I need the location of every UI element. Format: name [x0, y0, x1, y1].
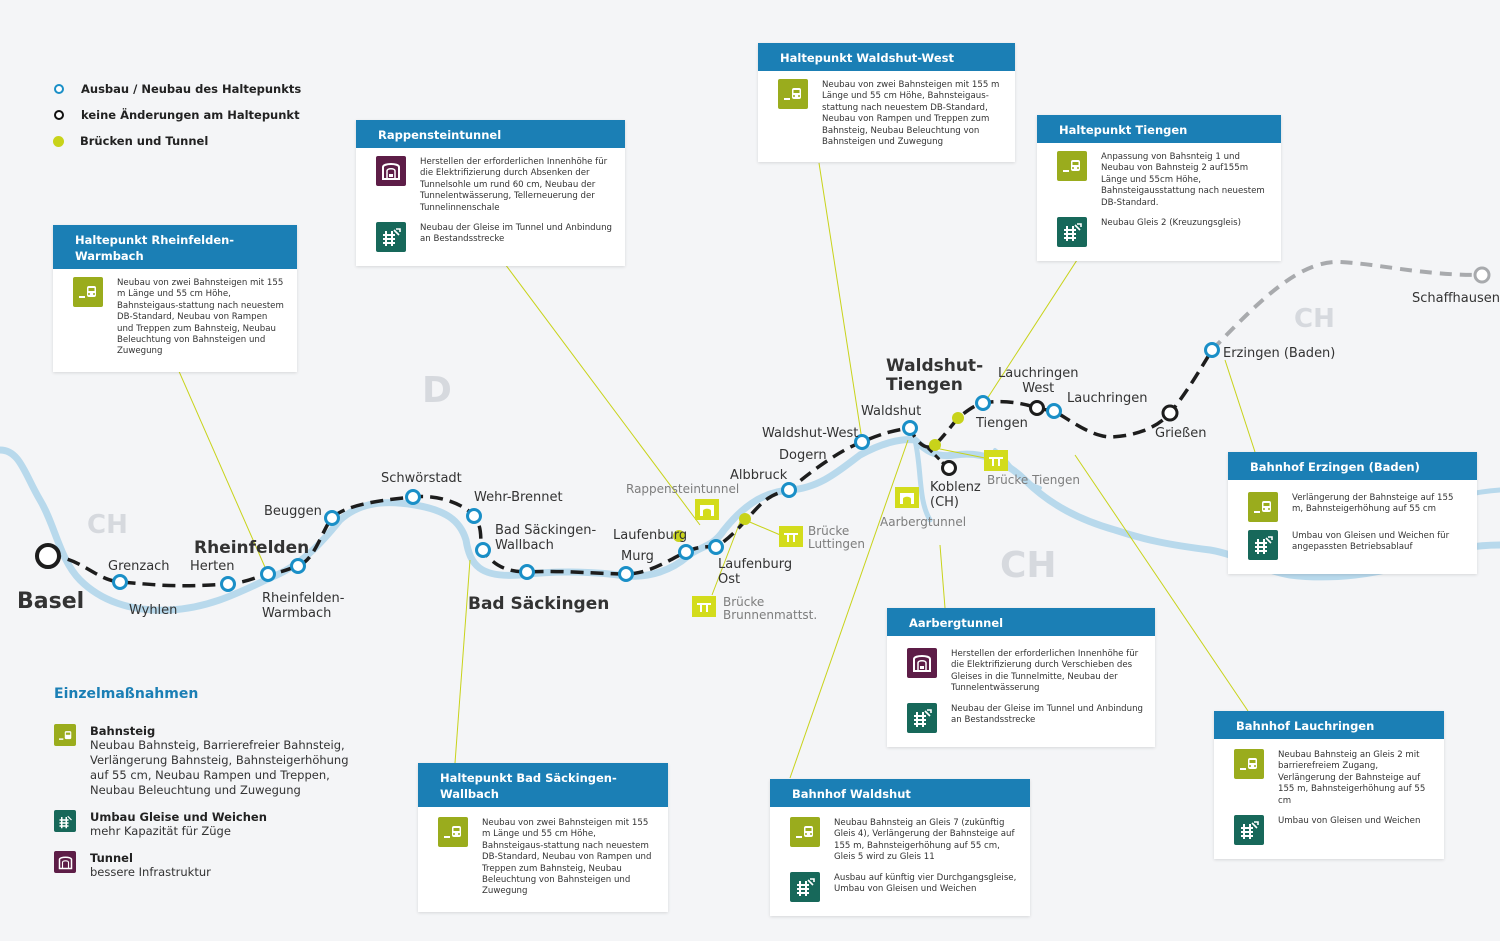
- bruecke-luttingen-icon: [779, 526, 803, 547]
- einzelmassnahmen-item-bahnsteig: [54, 724, 349, 798]
- station-label-koblenz: Koblenz (CH): [930, 480, 981, 510]
- einzelmassnahmen-item-title: Umbau Gleise und Weichen: [90, 810, 267, 824]
- card-aarbergtunnel: [887, 608, 1155, 747]
- card-item: [438, 817, 656, 898]
- bahnsteig-icon: [778, 79, 808, 109]
- card-item: [1234, 749, 1432, 807]
- card-haltepunkt-bad-saeckingen-wallbach: [418, 763, 668, 912]
- card-item-text: Anpassung von Bahsnteig 1 und Neubau von Bahnsteig 2 auf155m Länge und 55cm Höhe, Bahnsteigausstattung nach neuestem DB-Standard.: [1101, 152, 1265, 208]
- station-label-rheinfelden: Rheinfelden: [194, 538, 310, 558]
- card-item-text: Neubau von zwei Bahnsteigen mit 155 m Länge und 55 cm Höhe, Bahnsteigaus-stattung nach neuestem DB-Standard, Neubau von Rampen und Treppen zum Bahnsteig, Neubau Beleuchtung von Bahnsteigen und Zuwegung: [117, 278, 284, 357]
- card-body: [1228, 480, 1477, 574]
- card-item-text: Verlängerung der Bahnsteige auf 155 m, Bahnsteigerhöhung auf 55 cm: [1292, 493, 1454, 515]
- structure-label-rappensteintunnel: Rappensteintunnel: [626, 482, 740, 496]
- card-item: [1057, 151, 1269, 209]
- card-item: [790, 817, 1018, 864]
- bahnsteig-icon: [790, 817, 820, 847]
- card-item-text: Neubau der Gleise im Tunnel und Anbindung an Bestandsstrecke: [951, 703, 1143, 726]
- station-label-wehr-brennet: Wehr-Brennet: [474, 490, 563, 505]
- station-label-schwoerstadt: Schwörstadt: [381, 471, 462, 486]
- legend-row-structures: [54, 128, 301, 154]
- einzelmassnahmen-item-content: [90, 851, 211, 880]
- einzelmassnahmen-item-content: [90, 810, 267, 839]
- country-label-ch-mid: CH: [1000, 545, 1057, 586]
- station-label-laufenburg-ost: Laufenburg Ost: [718, 557, 793, 587]
- bahnsteig-icon: [1057, 151, 1087, 181]
- card-rappensteintunnel: [356, 120, 625, 266]
- bahnsteig-icon: [1248, 492, 1278, 522]
- einzelmassnahmen-item-text: bessere Infrastruktur: [90, 865, 211, 879]
- einzelmassnahmen-item-gleise: [54, 810, 349, 839]
- card-item: [1248, 530, 1465, 560]
- bahnsteig-icon: [73, 277, 103, 307]
- station-label-tiengen: Tiengen: [976, 416, 1028, 431]
- station-label-herten: Herten: [190, 559, 235, 574]
- card-item: [907, 703, 1143, 733]
- tunnel-icon: [907, 648, 937, 678]
- station-label-grenzach: Grenzach: [108, 559, 170, 574]
- map-legend: [54, 76, 301, 154]
- legend-row-unchanged: [54, 102, 301, 128]
- bahnsteig-icon: [54, 724, 76, 746]
- einzelmassnahmen-title: Einzelmaßnahmen: [54, 686, 199, 702]
- country-label-d: D: [422, 370, 452, 411]
- card-body: [758, 71, 1015, 162]
- gleise-icon: [54, 810, 76, 832]
- card-title: Bahnhof Waldshut: [770, 779, 1030, 807]
- structure-label-bruecke-brunnenmattst: Brücke Brunnenmattst.: [723, 595, 818, 622]
- card-item: [907, 648, 1143, 695]
- legend-label: Brücken und Tunnel: [80, 134, 209, 148]
- legend-label: Ausbau / Neubau des Haltepunkts: [81, 82, 302, 96]
- einzelmassnahmen-item-content: [90, 724, 349, 798]
- gleise-icon: [790, 872, 820, 902]
- yellow-dot-icon: [53, 136, 64, 147]
- card-item-text: Herstellen der erforderlichen Innenhöhe für die Elektrifizierung durch Verschieben des Gleises in die Tunnelmitte, Neubau der Tunnelentwässerung: [951, 649, 1139, 694]
- card-title: Haltepunkt Bad Säckingen-Wallbach: [418, 763, 668, 807]
- card-item-text: Neubau Gleis 2 (Kreuzungsgleis): [1101, 218, 1241, 229]
- bruecke-brunnenmattst-icon: [692, 596, 716, 617]
- structure-label-bruecke-luttingen: Brücke Luttingen: [808, 524, 866, 551]
- card-item: [1248, 492, 1465, 522]
- station-label-albbruck: Albbruck: [730, 468, 788, 483]
- card-haltepunkt-rheinfelden-warmbach: [53, 225, 297, 372]
- bruecke-tiengen-icon: [984, 450, 1008, 471]
- station-label-bad-saeckingen-wallbach: Bad Säckingen- Wallbach: [495, 523, 597, 553]
- black-ring-icon: [54, 110, 64, 120]
- card-item: [1234, 815, 1432, 845]
- station-label-lauchringen: Lauchringen: [1067, 391, 1148, 406]
- gleise-icon: [907, 703, 937, 733]
- gleise-icon: [376, 222, 406, 252]
- card-title: Haltepunkt Waldshut-West: [758, 43, 1015, 71]
- card-body: [418, 807, 668, 912]
- structure-label-bruecke-tiengen: Brücke Tiengen: [987, 473, 1080, 487]
- card-item-text: Herstellen der erforderlichen Innenhöhe für die Elektrifizierung durch Absenken der Tunnelsohle um rund 60 cm, Neubau der Tunnelentwässerung, Tellerneuerung der Tunnelinnenschale: [420, 157, 608, 213]
- station-label-dogern: Dogern: [779, 448, 827, 463]
- rappensteintunnel-icon: [695, 499, 719, 520]
- station-label-beuggen: Beuggen: [264, 504, 322, 519]
- card-item: [376, 222, 613, 252]
- card-item: [376, 156, 613, 214]
- card-item: [1057, 217, 1269, 247]
- card-bahnhof-waldshut: [770, 779, 1030, 916]
- card-title: Rappensteintunnel: [356, 120, 625, 148]
- card-title: Bahnhof Lauchringen: [1214, 711, 1444, 739]
- country-label-ch-right: CH: [1294, 304, 1335, 334]
- card-item: [778, 79, 1003, 148]
- card-haltepunkt-waldshut-west: [758, 43, 1015, 162]
- einzelmassnahmen-item-text: mehr Kapazität für Züge: [90, 824, 231, 838]
- card-item-text: Neubau Bahnsteig an Gleis 2 mit barrierefreiem Zugang, Verlängerung der Bahnsteige auf 155 m, Bahnsteigerhöhung auf 55 cm: [1278, 750, 1426, 806]
- einzelmassnahmen-item-title: Bahnsteig: [90, 724, 156, 738]
- station-label-murg: Murg: [621, 549, 654, 564]
- station-label-waldshut-west: Waldshut-West: [762, 426, 859, 441]
- country-label-ch-left: CH: [87, 510, 128, 540]
- tunnel-icon: [54, 851, 76, 873]
- station-label-laufenburg: Laufenburg: [613, 528, 688, 543]
- card-title: Aarbergtunnel: [887, 608, 1155, 636]
- blue-ring-icon: [54, 84, 64, 94]
- card-item-text: Umbau von Gleisen und Weichen für angepassten Betriebsablauf: [1292, 531, 1450, 553]
- card-title: Haltepunkt Rheinfelden-Warmbach: [53, 225, 297, 269]
- gleise-icon: [1234, 815, 1264, 845]
- legend-label: keine Änderungen am Haltepunkt: [81, 108, 300, 122]
- card-body: [1037, 143, 1281, 261]
- station-label-waldshut: Waldshut: [861, 404, 922, 419]
- gleise-icon: [1057, 217, 1087, 247]
- card-bahnhof-erzingen: [1228, 452, 1477, 574]
- station-label-lauchringen-west: Lauchringen West: [998, 366, 1079, 396]
- card-body: [770, 807, 1030, 916]
- card-bahnhof-lauchringen: [1214, 711, 1444, 859]
- einzelmassnahmen-item-tunnel: [54, 851, 349, 880]
- card-item-text: Ausbau auf künftig vier Durchgangsgleise, Umbau von Gleisen und Weichen: [834, 872, 1017, 895]
- card-item-text: Umbau von Gleisen und Weichen: [1278, 816, 1421, 827]
- card-item-text: Neubau von zwei Bahnsteigen mit 155 m Länge und 55 cm Höhe, Bahnsteigaus-stattung nach neuestem DB-Standard, Neubau von Rampen und Treppen zum Bahnsteig, Neubau Beleuchtung von Bahnsteigen und Zuwegung: [822, 80, 1000, 148]
- station-label-basel: Basel: [17, 589, 85, 614]
- gleise-icon: [1248, 530, 1278, 560]
- card-haltepunkt-tiengen: [1037, 115, 1281, 261]
- card-item-text: Neubau Bahnsteig an Gleis 7 (zukünftig Gleis 4), Verlängerung der Bahnsteige auf 155 m, Bahnsteigerhöhung auf 55 cm, Gleis 5 wird zu Gleis 11: [834, 818, 1015, 863]
- bahnsteig-icon: [1234, 749, 1264, 779]
- einzelmassnahmen-item-text: Neubau Bahnsteig, Barrierefreier Bahnsteig, Verlängerung Bahnsteig, Bahnsteigerhöhung auf 55 cm, Neubau Rampen und Treppen, Neubau Beleuchtung und Zuwegung: [90, 738, 349, 797]
- card-body: [887, 636, 1155, 747]
- station-label-schaffhausen: Schaffhausen: [1412, 291, 1500, 306]
- card-body: [1214, 739, 1444, 859]
- station-label-wyhlen: Wyhlen: [129, 603, 178, 618]
- bahnsteig-icon: [438, 817, 468, 847]
- card-item: [790, 872, 1018, 902]
- legend-row-upgraded: [54, 76, 301, 102]
- station-label-waldshut-tiengen: Waldshut- Tiengen: [886, 356, 984, 395]
- card-item-text: Neubau der Gleise im Tunnel und Anbindung an Bestandsstrecke: [420, 223, 612, 245]
- card-item: [73, 277, 285, 358]
- station-label-rheinfelden-warmbach: Rheinfelden- Warmbach: [262, 591, 345, 621]
- einzelmassnahmen-legend: [54, 686, 349, 892]
- card-item-text: Neubau von zwei Bahnsteigen mit 155 m Länge und 55 cm Höhe, Bahnsteigaus-stattung nach neuestem DB-Standard, Neubau von Rampen und Treppen zum Bahnsteig, Neubau Beleuchtung von Bahnsteigen und Zuwegung: [482, 818, 652, 897]
- station-label-griessen: Grießen: [1155, 426, 1207, 441]
- card-title: Haltepunkt Tiengen: [1037, 115, 1281, 143]
- tunnel-icon: [376, 156, 406, 186]
- station-label-erzingen: Erzingen (Baden): [1223, 346, 1336, 361]
- einzelmassnahmen-item-title: Tunnel: [90, 851, 133, 865]
- station-label-bad-saeckingen: Bad Säckingen: [468, 594, 610, 614]
- card-title: Bahnhof Erzingen (Baden): [1228, 452, 1477, 480]
- structure-label-aarbergtunnel: Aarbergtunnel: [880, 515, 967, 529]
- card-body: [356, 148, 625, 266]
- card-body: [53, 269, 297, 372]
- aarbergtunnel-icon: [895, 487, 919, 508]
